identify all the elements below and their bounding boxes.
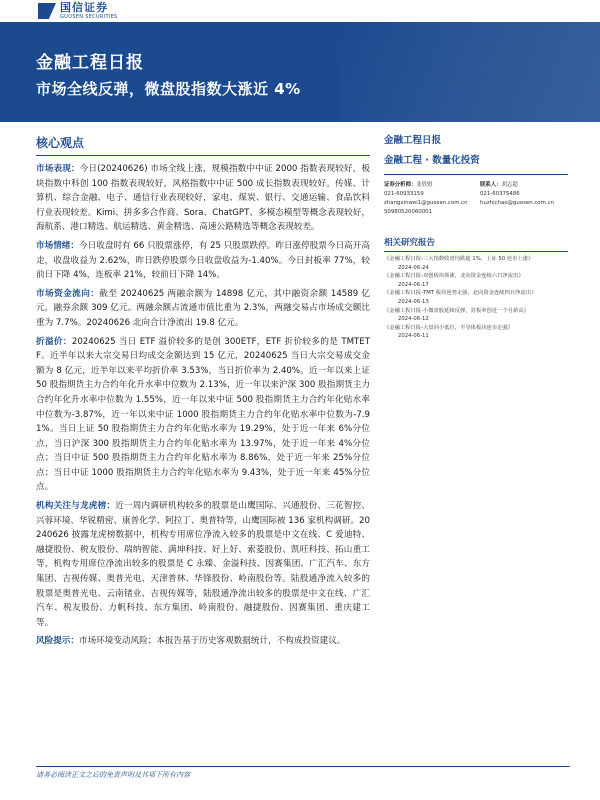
related-report-date: 2024-06-11 bbox=[398, 333, 429, 340]
related-report-date: 2024-06-13 bbox=[398, 298, 429, 305]
related-report-title: 《金融工程日报-大盘回小低位，半导体板块逆市走强》 bbox=[384, 324, 514, 331]
logo-name-cn: 国信证券 bbox=[60, 1, 108, 14]
report-title: 金融工程日报 bbox=[36, 53, 144, 73]
related-report-item[interactable] bbox=[384, 324, 568, 341]
paragraph-risk bbox=[36, 634, 370, 649]
related-report-date: 2024-06-24 bbox=[398, 264, 429, 271]
related-reports-list bbox=[384, 255, 568, 341]
analyst-phone: 021-60933159 bbox=[384, 191, 424, 197]
sidebar bbox=[384, 134, 568, 341]
paragraph-tag: 市场表现： bbox=[36, 164, 80, 174]
paragraph-text: 今日(20240626) 市场全线上涨，规模指数中中证 2000 指数表现较好，板块指数中科创 100 指数表现较好，风格指数中中证 500 成长指数表现较好。传媒、计算机、综合金融、电子、通信行业表现较好，家电、煤炭、银行、交通运输、食品饮料行业表现较差。Kimi、拼多多合作商、Sora、ChatGPT、多模态模型等概念表现较好，海航系、港口精选、航运精选、黄金精选、高速公路精选等概念表现较差。 bbox=[36, 164, 370, 233]
paragraph-text: 20240625 当日 ETF 溢价较多的是创 300ETF，ETF 折价较多的是 TMTETF。近半年以来大宗交易日均成交金额达到 15 亿元，20240625 当日大宗交易成交金额为 8 亿元，近半年以来平均折价率 3.53%，当日折价率为 2.40%。近一年以来上证 50 股指期货主力合约年化升水率中位数为 2.13%，近一年以来沪深 300 股指期货主力合约年化升水率中位数为 1.55%，近一年以来中证 500 股指期货主力合约年化贴水率中位数为-3.87%，近一年以来中证 1000 股指期货主力合约年化贴水率中位数为-7.91%。当日上证 50 股指期货主力合约年化贴水率为 19.29%，处于近一年来 6%分位点，当日沪深 300 股指期货主力合约年化贴水率为 13.97%，处于近一年来 4%分位点；当日中证 500 股指期货主力合约年化贴水率为 8.86%，处于近一年来 25%分位点；当日中证 1000 股指期货主力合约年化贴水率为 9.43%，处于近一年来 45%分位点。 bbox=[36, 336, 370, 493]
analyst-block bbox=[384, 181, 568, 217]
paragraph-premium-discount bbox=[36, 335, 370, 496]
related-report-title: 《金融工程日报-双创板块领涨，北向资金连续六日净流出》 bbox=[384, 273, 524, 280]
report-subtitle: 市场全线反弹，微盘股指数大涨近 4% bbox=[36, 80, 301, 98]
related-report-item[interactable] bbox=[384, 289, 568, 306]
paragraph-tag: 折溢价： bbox=[36, 336, 72, 347]
contact-role: 联系人： bbox=[480, 182, 502, 188]
contact-email[interactable]: huzhichao@guosen.com.cn bbox=[480, 200, 554, 206]
paragraph-tag: 风险提示： bbox=[36, 636, 79, 647]
paragraph-market-sentiment bbox=[36, 239, 370, 283]
contact-phone: 021-60375486 bbox=[480, 191, 520, 197]
banner-decoration bbox=[340, 22, 600, 122]
related-reports-title: 相关研究报告 bbox=[384, 237, 568, 252]
related-report-date: 2024-06-17 bbox=[398, 281, 429, 288]
section-title: 核心观点 bbox=[36, 134, 370, 156]
analyst-cert: S0980520060001 bbox=[384, 209, 433, 215]
paragraph-fund-flow bbox=[36, 287, 370, 331]
paragraph-market-performance bbox=[36, 162, 370, 235]
contact-card bbox=[480, 181, 568, 217]
related-report-item[interactable] bbox=[384, 272, 568, 289]
paragraph-institutions bbox=[36, 499, 370, 630]
related-report-title: 《金融工程日报-三大指数收盘均跌超 1%，上证 50 逆市上涨》 bbox=[384, 256, 534, 262]
footer-disclaimer: 请务必阅读正文之后的免责声明及其项下所有内容 bbox=[36, 771, 190, 779]
main-column bbox=[36, 134, 370, 653]
sidebar-report-type: 金融工程日报 bbox=[384, 135, 442, 146]
logo-mark-icon bbox=[38, 3, 56, 19]
related-report-title: 《金融工程日报-小微盘股延续反弹，封板率创近一个月新高》 bbox=[384, 307, 529, 314]
paragraph-text: 近一周内调研机构较多的股票是山鹰国际、兴通股份、三花智控、兴蓉环境、华锐精密、康普化学、阿拉丁、奥普特等，山鹰国际被 136 家机构调研。20240626 披露龙虎榜数据中，机构专用席位净流入较多的股票是中文在线、C 爱迪特、融捷股份、税友股份、瑞纳智能、满坤科技、好上好、索菱股份、凯旺科技、拓山重工等，机构专用席位净流出较多的股票是 C 永臻、金溢科技、因赛集团、广汇汽车、东方集团、吉视传媒、奥普光电、天津普林、华锋股份、岭南股份等。陆股通净流入较多的股票是奥普光电、云南锗业、吉视传媒等，陆股通净流出较多的股票是中文在线、广汇汽车、税友股份、力帆科技、东方集团、岭南股份、融捷股份、因赛集团、重庆建工等。 bbox=[36, 501, 370, 628]
related-report-item[interactable] bbox=[384, 307, 568, 324]
related-report-item[interactable] bbox=[384, 255, 568, 272]
title-banner bbox=[0, 22, 600, 122]
paragraph-text: 今日收盘时有 66 只股票涨停，有 25 只股票跌停。昨日涨停股票今日高开高走，收盘收益为 2.62%，昨日跌停股票今日收盘收益为-1.40%。今日封板率 77%，较前日下降 4%，连板率 21%，较前日下降 14%。 bbox=[36, 240, 370, 281]
contact-name: 胡志超 bbox=[501, 182, 518, 188]
paragraph-text: 市场环境变动风险；本报告基于历史客观数据统计，不构成投资建议。 bbox=[78, 636, 346, 647]
paragraph-tag: 市场资金流向： bbox=[36, 288, 100, 299]
analyst-role: 证券分析师： bbox=[384, 182, 417, 188]
related-report-title: 《金融工程日报-TMT 板块逆势走强，北向资金连续四日净流出》 bbox=[384, 290, 537, 297]
footer-divider bbox=[36, 766, 570, 767]
analyst-name: 张欣慰 bbox=[416, 182, 433, 188]
paragraph-tag: 市场情绪： bbox=[36, 240, 80, 251]
analyst-email[interactable]: zhangxinwei1@guosen.com.cn bbox=[384, 200, 468, 206]
related-report-date: 2024-06-12 bbox=[398, 316, 429, 323]
analyst-card bbox=[384, 181, 472, 217]
top-bar bbox=[0, 0, 600, 22]
logo-name-en: GUOSEN SECURITIES bbox=[60, 14, 118, 20]
sidebar-category: 金融工程 · 数量化投资 bbox=[384, 154, 568, 175]
paragraph-tag: 机构关注与龙虎榜： bbox=[36, 501, 116, 512]
company-logo bbox=[38, 0, 118, 22]
paragraph-text: 截至 20240625 两融余额为 14898 亿元，其中融资余额 14589 亿元，融券余额 309 亿元。两融余额占流通市值比重为 2.3%，两融交易占市场成交额比重为 7.7%。20240626 北向合计净流出 19.8 亿元。 bbox=[36, 288, 370, 328]
